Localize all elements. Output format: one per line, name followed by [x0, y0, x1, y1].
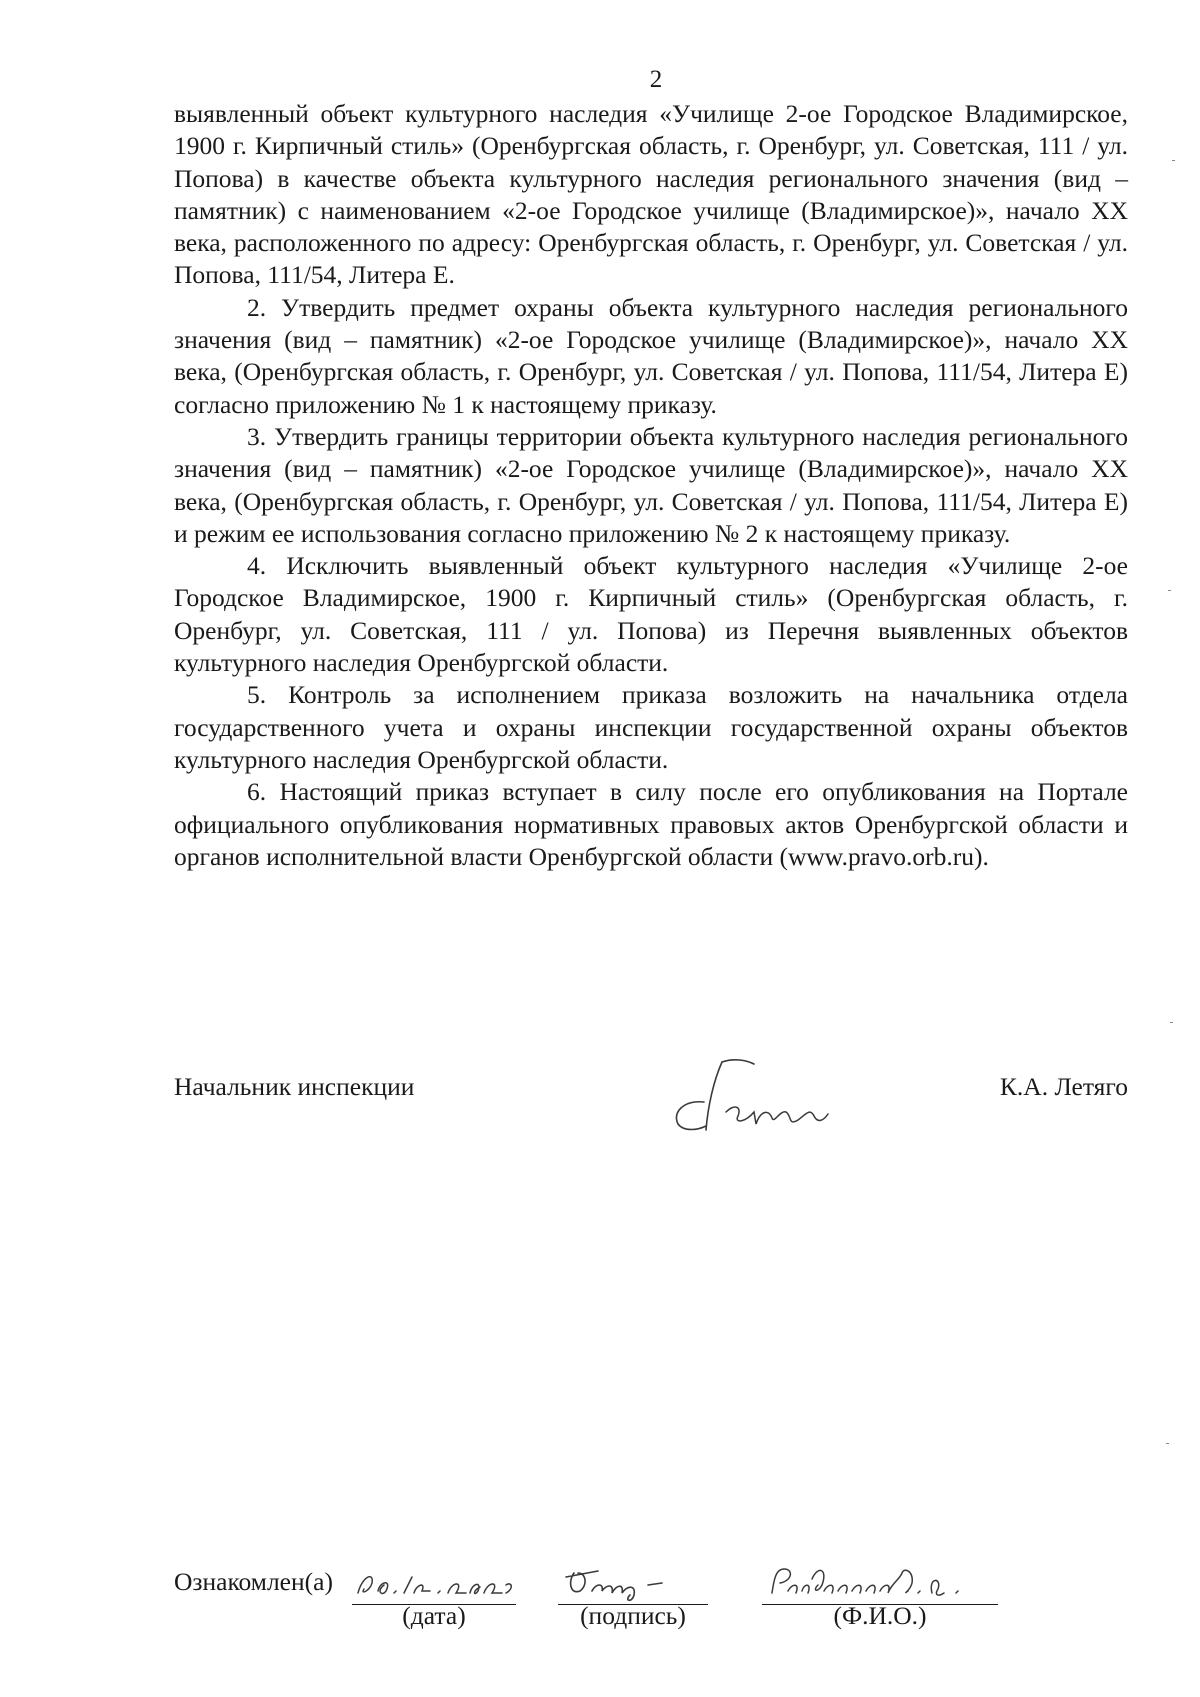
paragraph-item-2: 2. Утвердить предмет охраны объекта культурного наследия регионального значения (вид – памятник) «2-ое Городское училище (Владимирское)», начало XX века, (Оренбургская область, г. Оренбург, ул. Советская / ул. Попова, 111/54, Литера Е) согласно приложению № 1 к настоящему приказу. — [174, 292, 1128, 419]
document-body — [174, 98, 1128, 873]
handwritten-date — [352, 1555, 516, 1605]
signature-block — [174, 1050, 1128, 1140]
scan-speck — [1166, 1443, 1169, 1444]
date-caption: (дата) — [402, 1601, 466, 1630]
acknowledgement-label: Ознакомлен(а) — [174, 1567, 333, 1596]
date-field — [352, 1555, 516, 1605]
acknowledgement-block — [174, 1555, 1134, 1645]
signature-field — [558, 1555, 708, 1605]
paragraph-continuation: выявленный объект культурного наследия «Училище 2-ое Городское Владимирское, 1900 г. Кирпичный стиль» (Оренбургская область, г. Оренбург, ул. Советская, 111 / ул. Попова) в качестве объекта культурного наследия регионального значения (вид – памятник) с наименованием «2-ое Городское училище (Владимирское)», начало XX века, расположенного по адресу: Оренбургская область, г. Оренбург, ул. Советская / ул. Попова, 111/54, Литера Е. — [174, 99, 1128, 290]
paragraph-item-6: 6. Настоящий приказ вступает в силу после его опубликования на Портале официального опубликования нормативных правовых актов Оренбургской области и органов исполнительной власти Оренбургской области (www.pravo.orb.ru). — [174, 777, 1128, 871]
scan-speck — [1168, 590, 1171, 591]
paragraph-item-4: 4. Исключить выявленный объект культурного наследия «Училище 2-ое Городское Владимирское, 1900 г. Кирпичный стиль» (Оренбургская область, г. Оренбург, ул. Советская, 111 / ул. Попова) из Перечня выявленных объектов культурного наследия Оренбургской области. — [174, 551, 1128, 678]
scan-speck — [1172, 160, 1175, 161]
handwritten-ack-signature — [558, 1555, 708, 1605]
fio-field — [762, 1555, 998, 1605]
signer-name: К.А. Летяго — [999, 1072, 1128, 1101]
signature-caption: (подпись) — [580, 1601, 686, 1630]
handwritten-signature — [664, 1050, 854, 1140]
paragraph-item-3: 3. Утвердить границы территории объекта культурного наследия регионального значения (вид – памятник) «2-ое Городское училище (Владимирское)», начало XX века, (Оренбургская область, г. Оренбург, ул. Советская / ул. Попова, 111/54, Литера Е) и режим ее использования согласно приложению № 2 к настоящему приказу. — [174, 421, 1128, 548]
paragraph-item-5: 5. Контроль за исполнением приказа возложить на начальника отдела государственного учета и охраны инспекции государственной охраны объектов культурного наследия Оренбургской области. — [174, 680, 1128, 774]
handwritten-fio — [762, 1555, 1052, 1605]
page-number: 2 — [649, 66, 663, 93]
scan-speck — [1170, 1022, 1173, 1023]
fio-caption: (Ф.И.О.) — [833, 1601, 927, 1630]
signer-title: Начальник инспекции — [174, 1072, 415, 1101]
